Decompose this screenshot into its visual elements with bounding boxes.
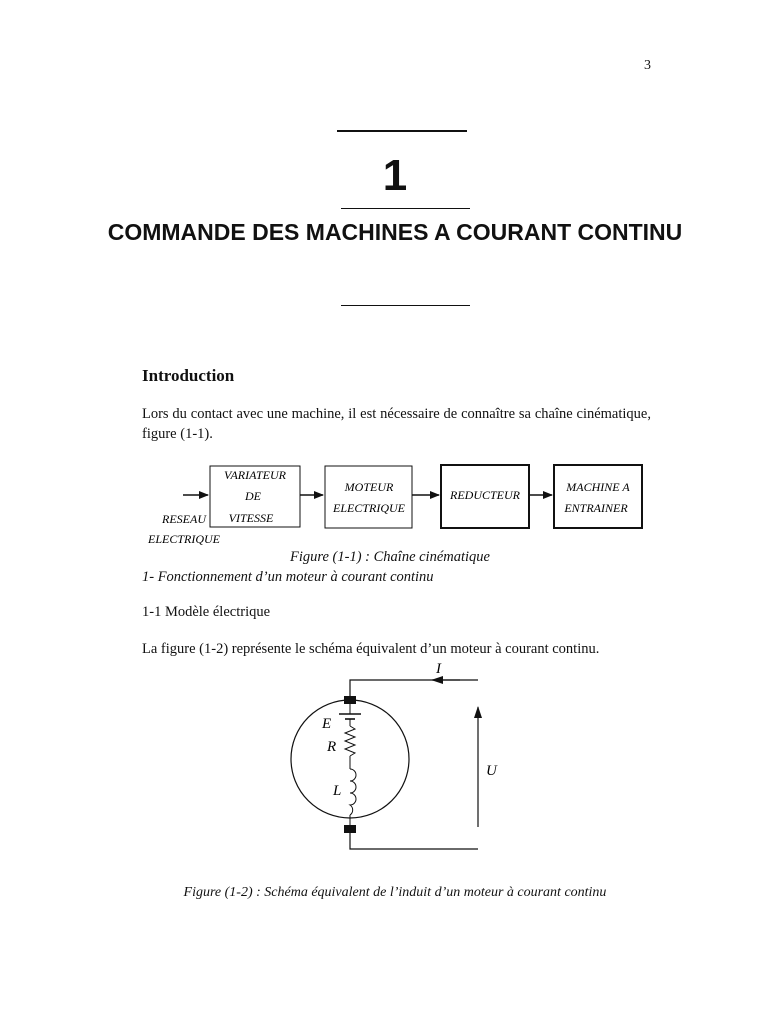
top-wire [350,680,478,696]
block-reducteur-line1: REDUCTEUR [450,488,520,502]
chapter-rule-top [337,130,467,132]
section1-subsection: 1-1 Modèle électrique [142,604,271,620]
figure1-caption: Figure (1-1) : Chaîne cinématique [290,549,490,565]
chapter-number: 1 [382,151,408,200]
block-moteur [325,466,412,528]
brush-bottom [344,825,356,833]
introduction-paragraph: Lors du contact avec une machine, il est nécessaire de connaître sa chaîne cinématique, figure (1-1). [142,406,651,442]
figure2-caption: Figure (1-2) : Schéma équivalent de l’induit d’un moteur à courant continu [183,885,607,900]
page-number: 3 [644,58,651,73]
resistor-zigzag [345,726,355,756]
label-voltage: U [486,763,497,779]
section1-heading: 1- Fonctionnement d’un moteur à courant continu [142,569,434,585]
introduction-heading: Introduction [142,366,235,385]
bottom-wire [350,833,478,849]
kinematic-chain-diagram [0,455,768,550]
chapter-rule-bottom [341,305,470,306]
label-current: I [436,661,441,677]
block-moteur-line2: ELECTRIQUE [333,501,405,515]
label-inductance: L [333,783,342,799]
chapter-rule-middle [341,208,470,209]
label-resistance: R [327,739,337,755]
block-moteur-line1: MOTEUR [344,480,394,494]
label-emf: E [322,716,332,732]
inductor-coil [350,769,356,815]
input-label-line2: ELECTRIQUE [148,532,220,546]
block-variateur-line2: DE [245,489,261,503]
block-variateur-line1: VARIATEUR [224,468,286,482]
section1-paragraph: La figure (1-2) représente le schéma équivalent d’un moteur à courant continu. [142,641,600,657]
block-machine-line2: ENTRAINER [564,501,628,515]
block-machine [554,465,642,528]
brush-top [344,696,356,704]
block-variateur-line3: VITESSE [228,511,274,525]
block-machine-line1: MACHINE A [566,480,630,494]
input-label-line1: RESEAU [162,512,206,526]
chapter-title: COMMANDE DES MACHINES A COURANT CONTINU [107,219,683,245]
equivalent-circuit-diagram [0,655,768,865]
